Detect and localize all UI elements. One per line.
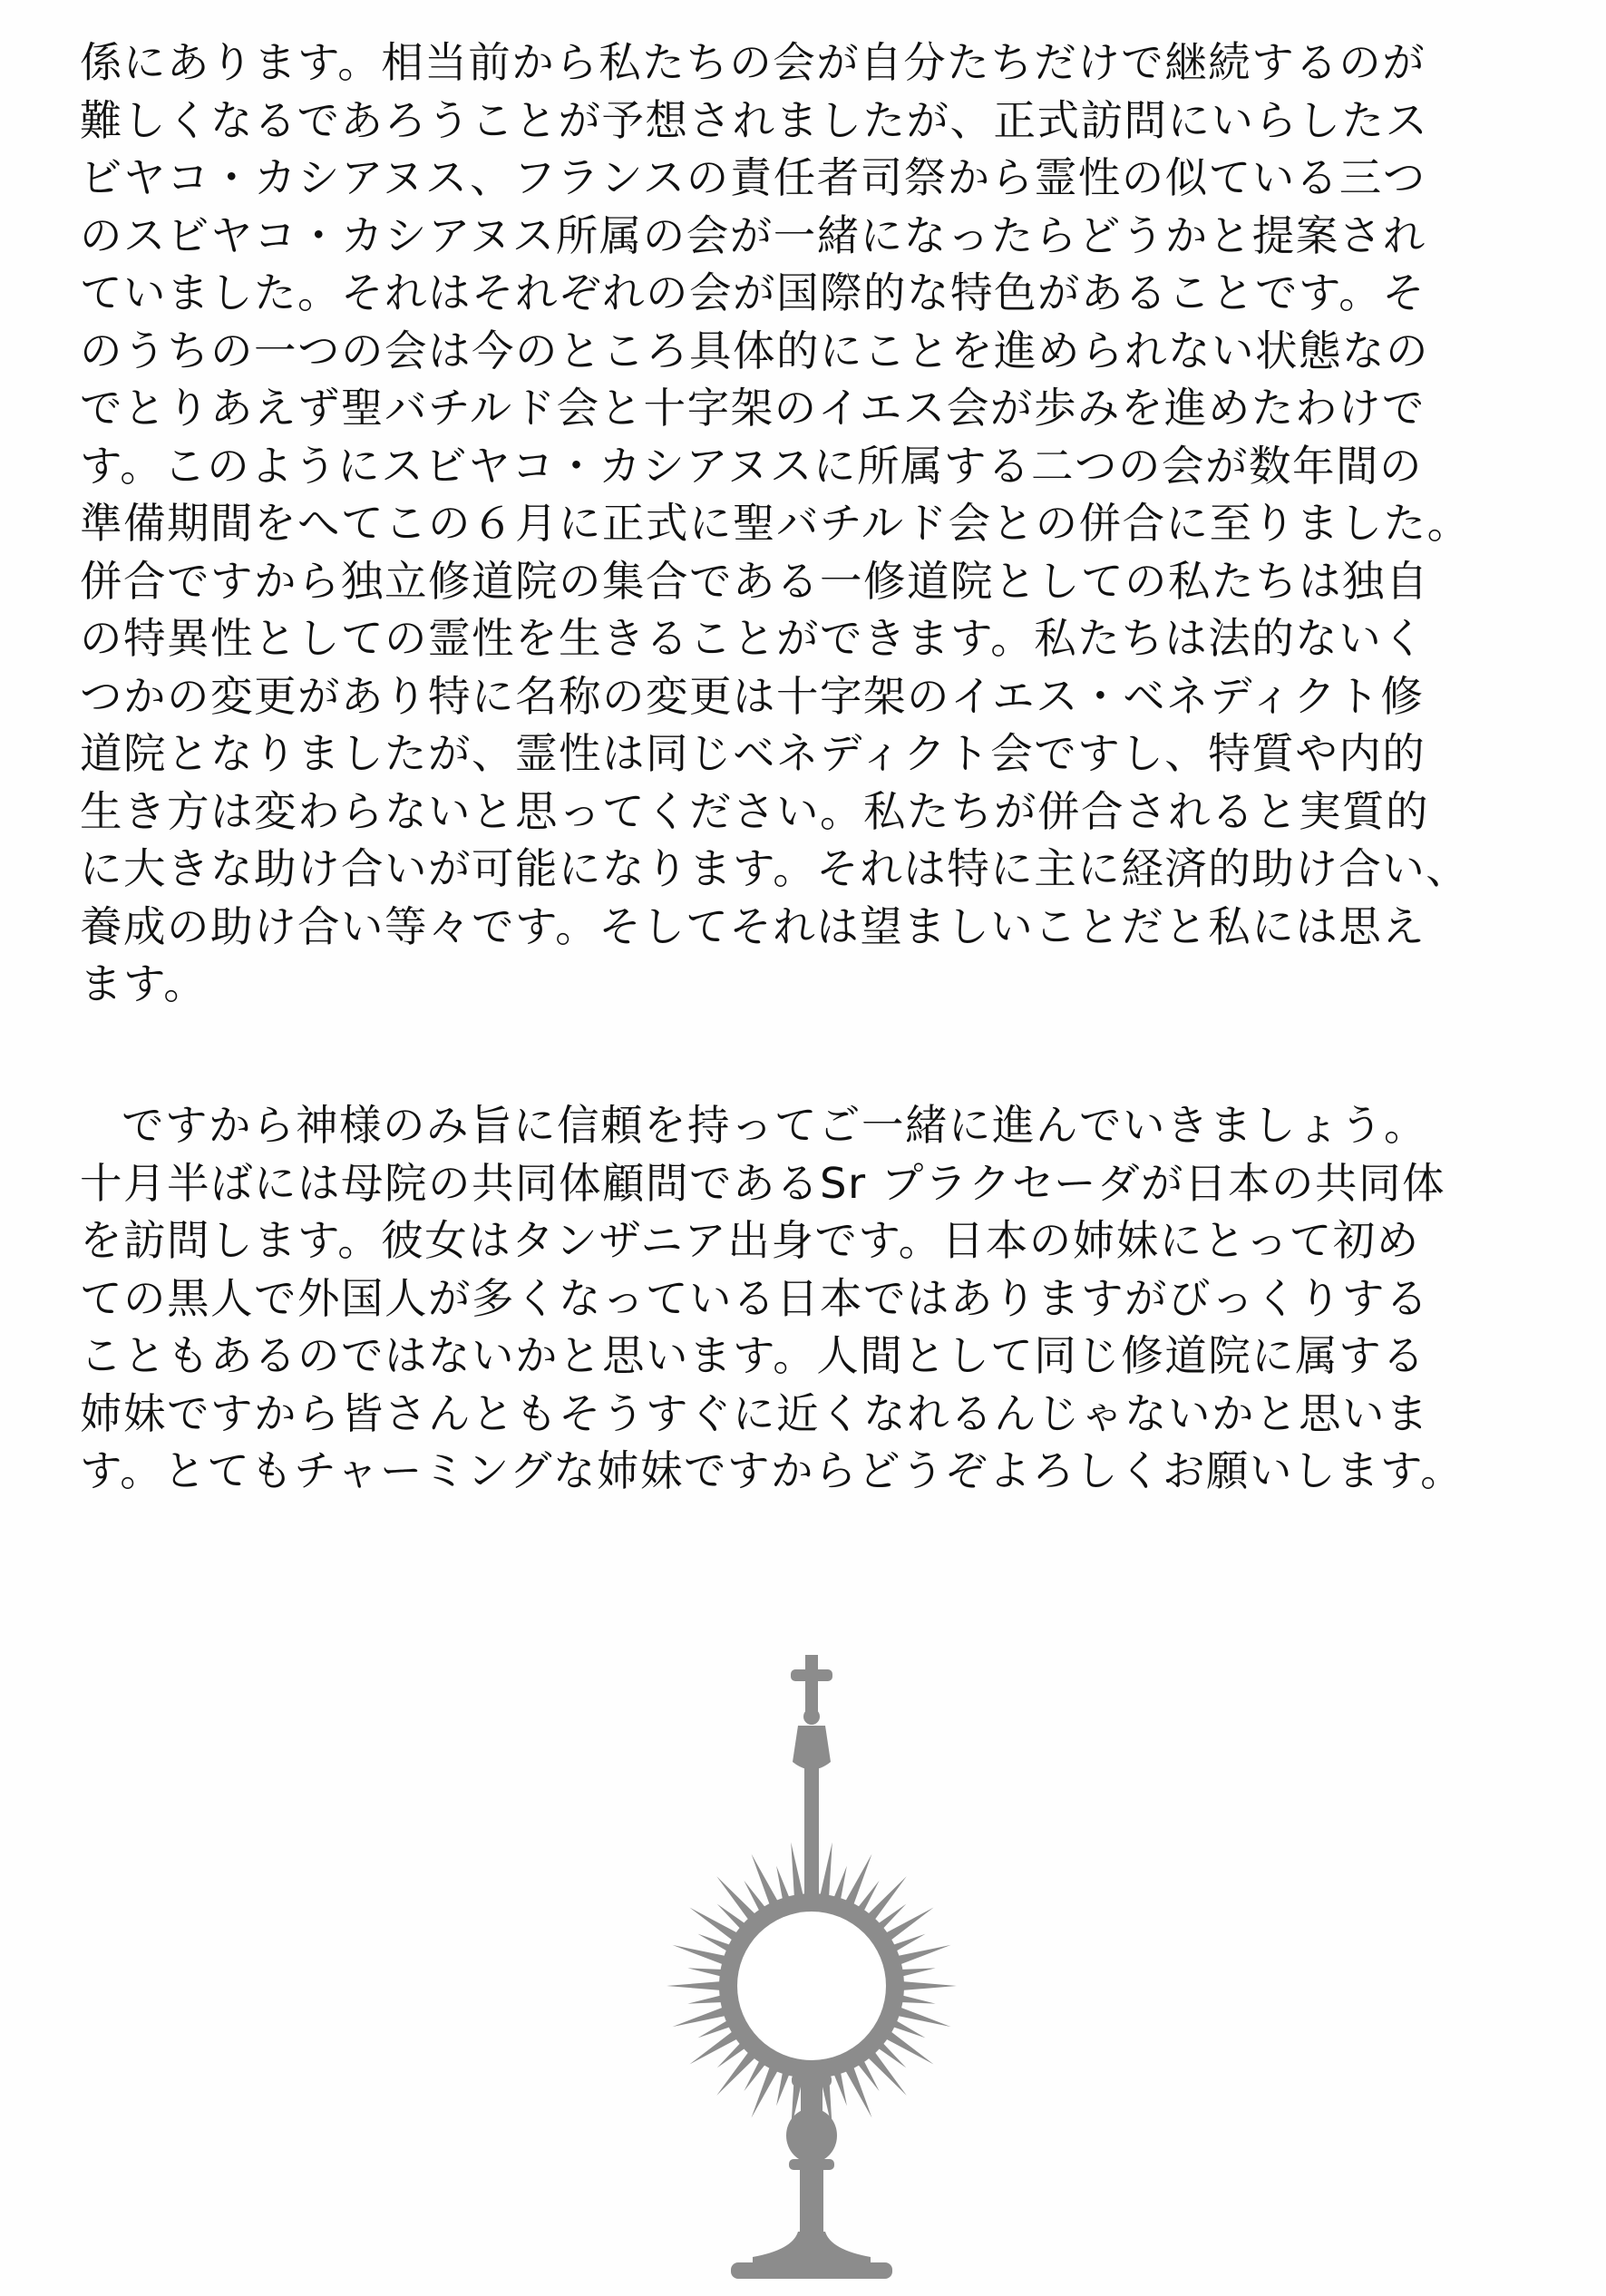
sunburst-ray: [899, 1981, 957, 1991]
paragraph-1: [80, 34, 1531, 1014]
cross-vertical: [805, 1655, 818, 1713]
text-line: す。とてもチャーミングな姉妹ですからどうぞよろしくお願いします。: [80, 1446, 1465, 1495]
text-line: つかの変更があり特に名称の変更は十字架のイエス・ベネディクト修: [80, 671, 1425, 721]
text-line: ですから神様のみ旨に信頼を持ってご一緒に進んでいきましょう。: [122, 1101, 1427, 1150]
text-line: に大きな助け合いが可能になります。それは特に主に経済的助け合い、: [80, 844, 1470, 893]
paragraph-2: [80, 1097, 1531, 1501]
text-line: ます。: [80, 959, 208, 1008]
knot-ring: [789, 2159, 834, 2170]
text-line: ビヤコ・カシアヌス、フランスの責任者司祭から霊性の似ている三つ: [80, 153, 1426, 202]
text-line: でとりあえず聖バチルド会と十字架のイエス会が歩みを進めたわけで: [80, 384, 1426, 433]
monstrance-illustration: [662, 1655, 961, 2281]
text-line: 難しくなるであろうことが予想されましたが、正式訪問にいらしたス: [80, 95, 1429, 145]
upper-stem: [804, 1762, 819, 1898]
sunburst-ray: [667, 1981, 725, 1991]
monstrance-icon: [662, 1655, 961, 2281]
sunburst-ray: [672, 1945, 729, 1966]
sunburst-ray: [893, 2006, 950, 2027]
text-line: 養成の助け合い等々です。そしてそれは望ましいことだと私には思え: [80, 901, 1426, 951]
sunburst-ray: [672, 2006, 729, 2027]
text-line: 係にあります。相当前から私たちの会が自分たちだけで継続するのが: [80, 38, 1426, 87]
text-line: 併合ですから独立修道院の集合である一修道院としての私たちは独自: [80, 556, 1429, 606]
text-line: 姉妹ですから皆さんともそうすぐに近くなれるんじゃないかと思いま: [80, 1388, 1429, 1438]
text-line: を訪問します。彼女はタンザニア出身です。日本の姉妹にとって初め: [80, 1216, 1420, 1265]
text-line: のスビヤコ・カシアヌス所属の会が一緒になったらどうかと提案され: [80, 210, 1426, 260]
text-line: こともあるのではないかと思います。人間として同じ修道院に属する: [80, 1331, 1426, 1380]
text-line: 生き方は変わらないと思ってください。私たちが併合されると実質的: [80, 786, 1429, 836]
cross-knob: [803, 1708, 820, 1725]
text-line: 十月半ばには母院の共同体顧問であるSr プラクセーダが日本の共同体: [80, 1158, 1446, 1208]
base-foot: [753, 2232, 871, 2264]
neck-ring: [792, 2074, 832, 2087]
lower-stem: [800, 2170, 823, 2233]
base-plate: [731, 2262, 892, 2279]
text-line: のうちの一つの会は今のところ具体的にことを進められない状態なの: [80, 326, 1429, 375]
text-line: ての黒人で外国人が多くなっている日本ではありますがびっくりする: [80, 1273, 1429, 1323]
cross-horizontal: [791, 1669, 832, 1681]
text-line: の特異性としての霊性を生きることができます。私たちは法的ないく: [80, 614, 1426, 663]
host-circle: [737, 1912, 886, 2060]
stem-knot: [786, 2108, 837, 2163]
sunburst-ray: [819, 1843, 832, 1901]
text-line: 準備期間をへてこの６月に正式に聖バチルド会との併合に至りました。: [80, 499, 1471, 548]
text-line: ていました。それはそれぞれの会が国際的な特色があることです。そ: [80, 268, 1426, 317]
text-line: す。このようにスビヤコ・カシアヌスに所属する二つの会が数年間の: [80, 441, 1424, 491]
sunburst-ray: [791, 1843, 803, 1901]
sunburst-ray: [893, 1945, 950, 1966]
text-line: 道院となりましたが、霊性は同じベネディクト会ですし、特質や内的: [80, 729, 1426, 778]
